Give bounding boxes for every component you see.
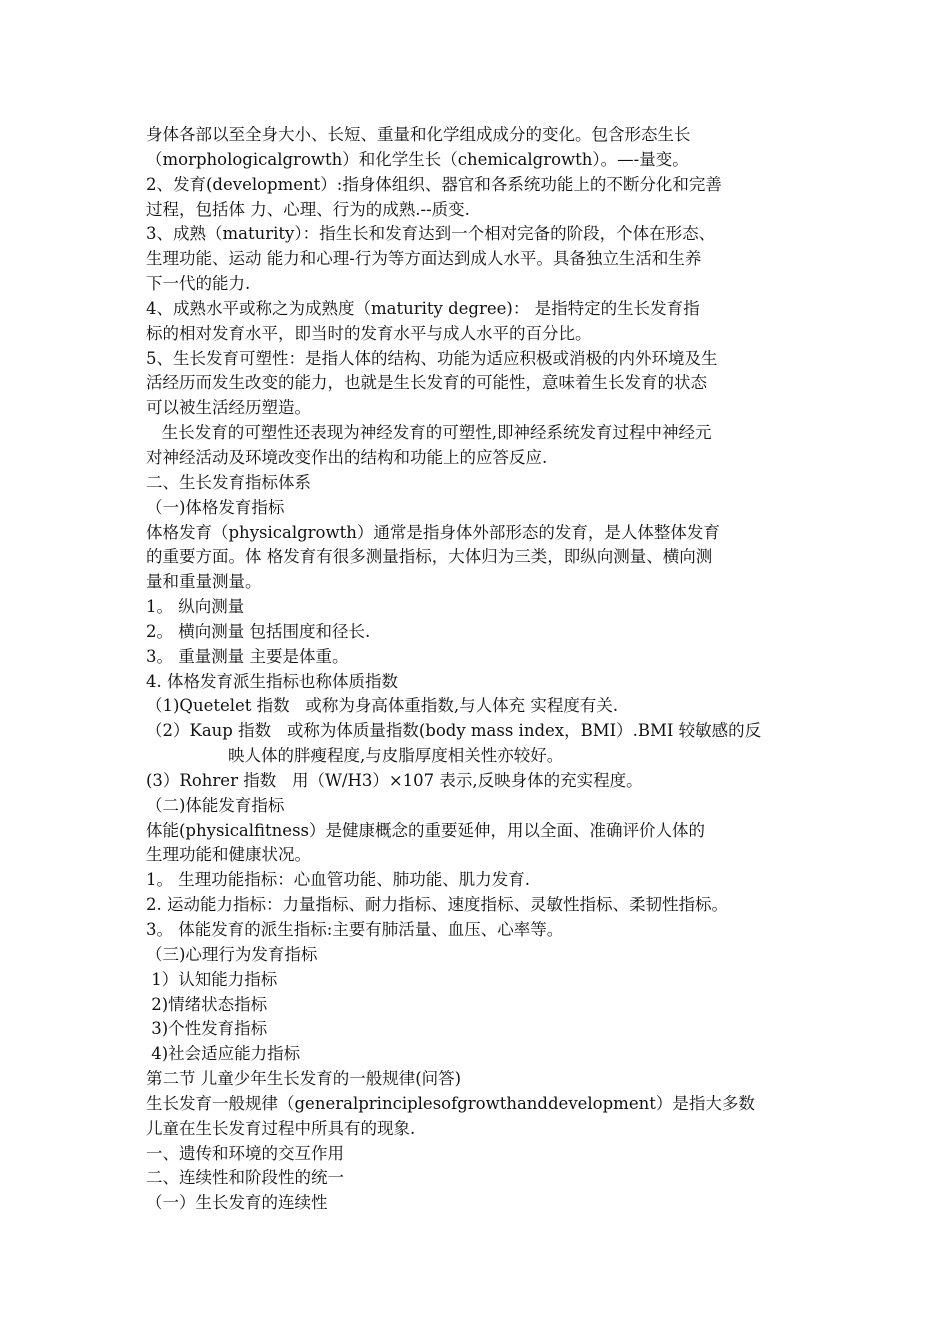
subsection-heading: （二)体能发育指标 [146,795,285,815]
list-item: 1）认知能力指标 [146,969,278,989]
text-line: 可以被生活经历塑造。 [146,398,311,418]
text-line: 生理功能、运动 能力和心理-行为等方面达到成人水平。具备独立生活和生养 [146,249,702,269]
text-line: 对神经活动及环境改变作出的结构和功能上的应答反应. [146,447,548,467]
list-item: 3。 重量测量 主要是体重。 [146,646,349,666]
text-line: 标的相对发育水平，即当时的发育水平与成人水平的百分比。 [146,323,592,343]
section-heading: 二、生长发育指标体系 [146,472,311,492]
text-line: 5、生长发育可塑性：是指人体的结构、功能为适应积极或消极的内外环境及生 [146,348,718,368]
list-item: 1。 纵向测量 [146,597,245,617]
list-item: 4. 体格发育派生指标也称体质指数 [146,671,398,691]
text-line: 活经历而发生改变的能力，也就是生长发育的可能性，意味着生长发育的状态 [146,373,707,393]
text-line: 体格发育（physicalgrowth）通常是指身体外部形态的发育，是人体整体发育 [146,522,720,542]
text-line: 2、发育(development）:指身体组织、器官和各系统功能上的不断分化和完善 [146,174,722,194]
text-line: 3、成熟（maturity）：指生长和发育达到一个相对完备的阶段，个体在形态、 [146,224,716,244]
list-item: （1)Quetelet 指数 或称为身高体重指数,与人体充 实程度有关. [146,696,619,716]
text-line: 量和重量测量。 [146,572,262,592]
list-item: (3）Rohrer 指数 用（W/H3）×107 表示,反映身体的充实程度。 [146,770,643,790]
section-heading: 一、遗传和环境的交互作用 [146,1143,344,1163]
list-item: 3)个性发育指标 [146,1019,268,1039]
list-item: （2）Kaup 指数 或称为体质量指数(body mass index，BMI）.BMI 较敏感的反 [146,721,762,741]
list-item: 3。 体能发育的派生指标:主要有肺活量、血压、心率等。 [146,920,564,939]
text-line: 生长发育一般规律（generalprinciplesofgrowthanddevelopment）是指大多数 [146,1093,755,1113]
text-line: 儿童在生长发育过程中所具有的现象. [146,1118,416,1138]
text-line: 过程，包括体 力、心理、行为的成熟.--质变. [146,199,470,219]
section-heading: 二、连续性和阶段性的统一 [146,1168,344,1188]
text-line: 下一代的能力. [146,274,251,294]
list-item: 2。 横向测量 包括围度和径长. [146,621,371,641]
subsection-heading: （一）生长发育的连续性 [146,1193,328,1213]
list-item: 1。 生理功能指标：心血管功能、肺功能、肌力发育. [146,870,530,890]
text-line: （morphologicalgrowth）和化学生长（chemicalgrowth）。—-量变。 [146,149,689,169]
list-item: 4)社会适应能力指标 [146,1044,301,1064]
text-line: 的重要方面。体 格发育有很多测量指标，大体归为三类，即纵向测量、横向测 [146,547,713,567]
subsection-heading: （三)心理行为发育指标 [146,944,318,964]
document-body [146,123,826,1216]
text-line: 4、成熟水平或称之为成熟度（maturity degree)： 是指特定的生长发育指 [146,298,700,318]
text-line: 生长发育的可塑性还表现为神经发育的可塑性,即神经系统发育过程中神经元 [146,423,712,443]
section-heading: 第二节 儿童少年生长发育的一般规律(问答) [146,1069,462,1089]
text-line: 映人体的胖瘦程度,与皮脂厚度相关性亦较好。 [228,746,564,766]
list-item: 2)情绪状态指标 [146,994,268,1014]
subsection-heading: （一)体格发育指标 [146,497,285,517]
list-item: 2. 运动能力指标：力量指标、耐力指标、速度指标、灵敏性指标、柔韧性指标。 [146,895,728,915]
text-line: 体能(physicalfitness）是健康概念的重要延伸，用以全面、准确评价人体的 [146,820,706,840]
text-line: 身体各部以至全身大小、长短、重量和化学组成成分的变化。包含形态生长 [146,125,691,144]
text-line: 生理功能和健康状况。 [146,845,311,865]
